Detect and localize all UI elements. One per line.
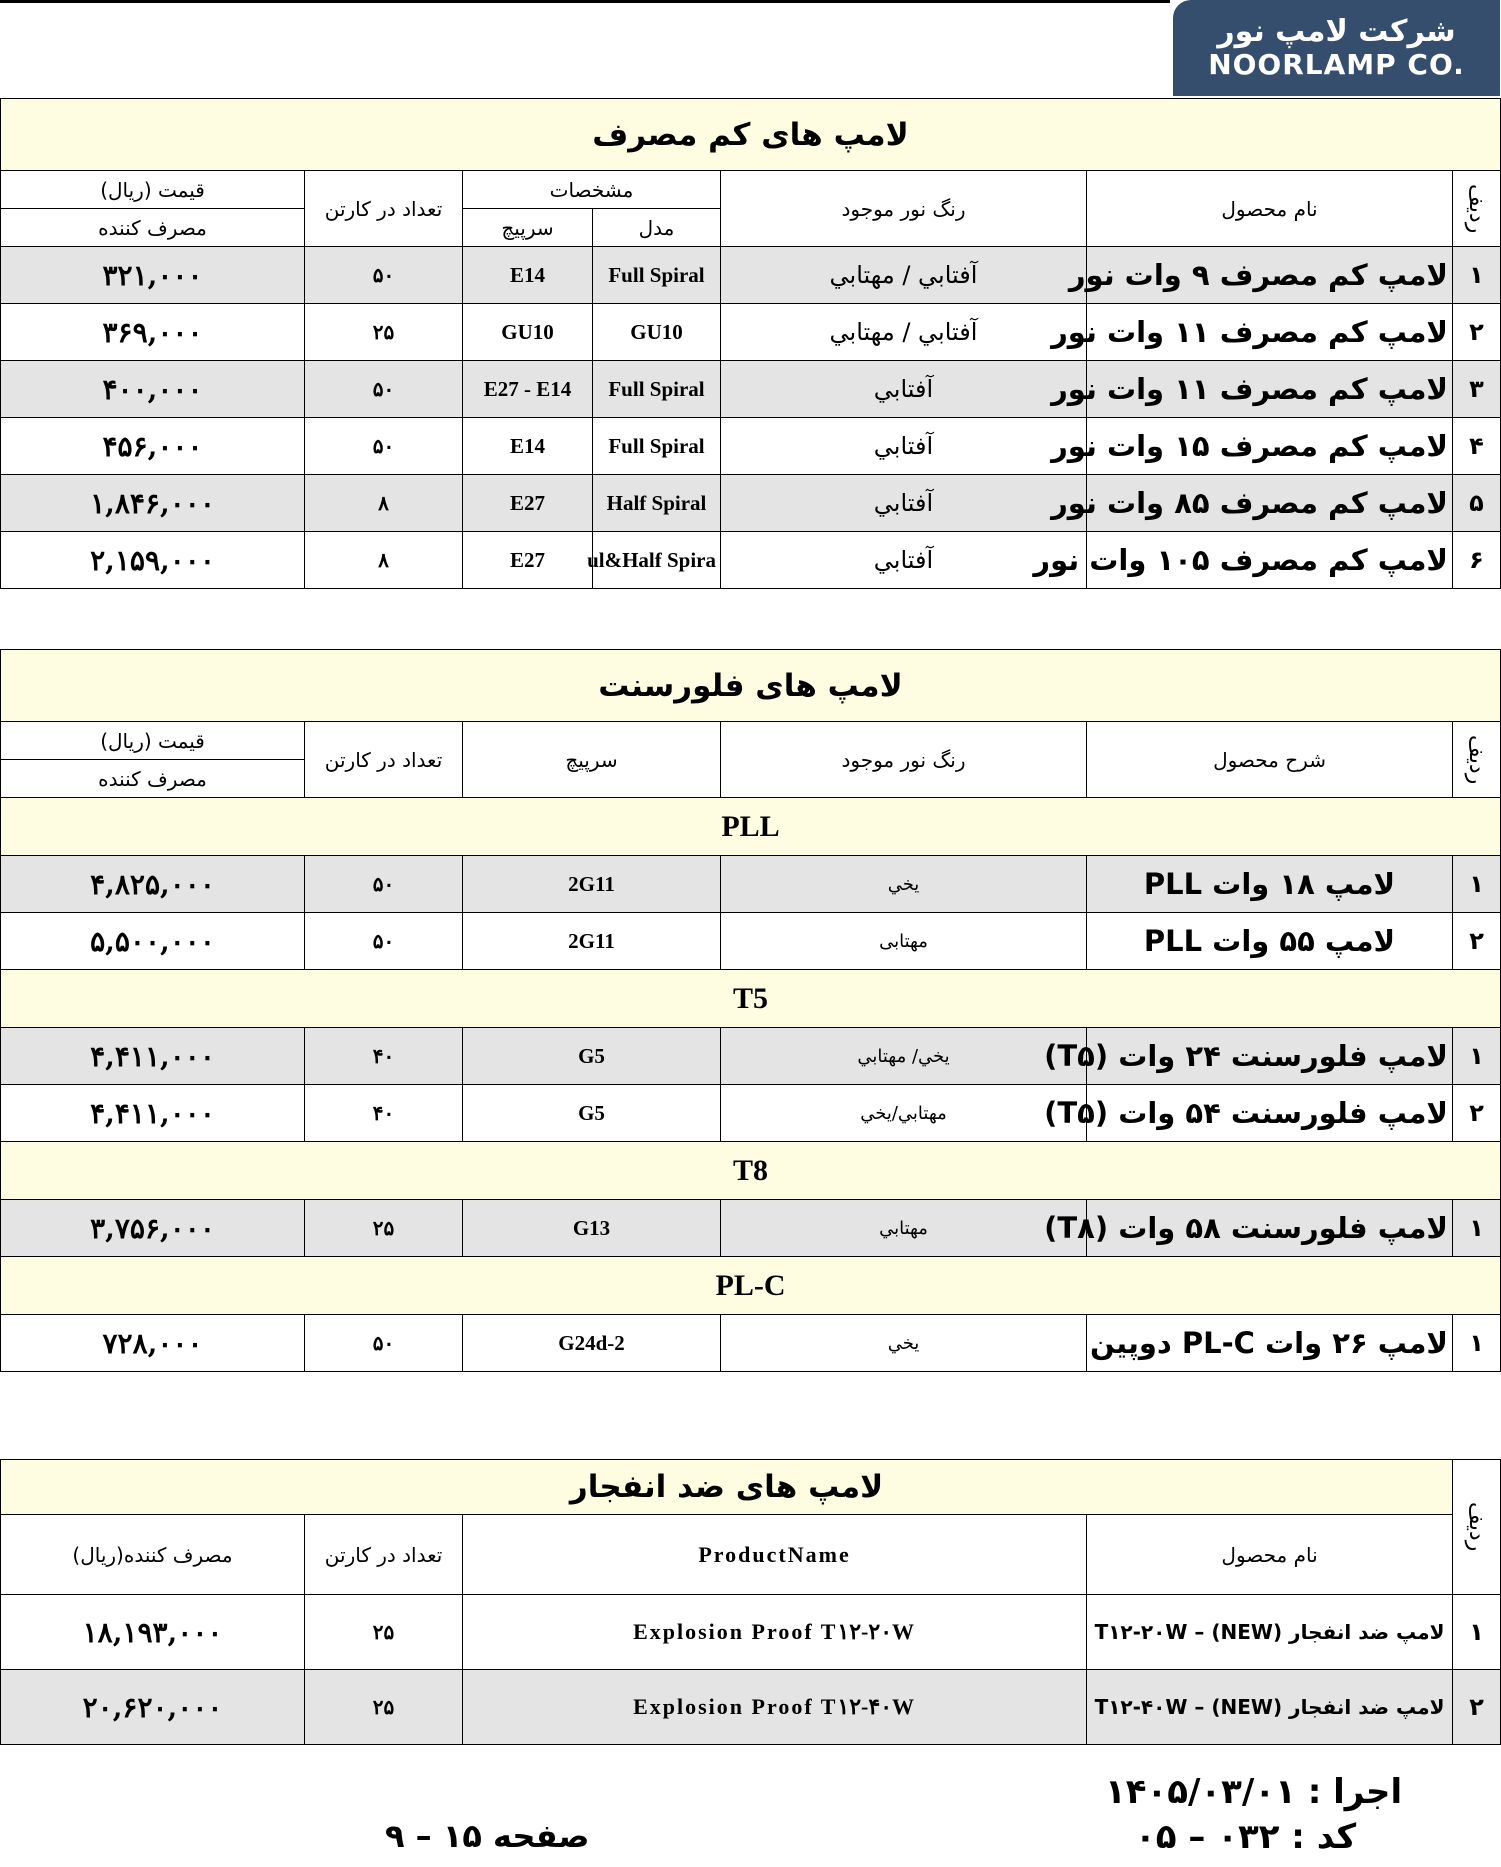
consumer-price: ۴,۸۲۵,۰۰۰: [1, 856, 305, 913]
col-base-header: سرپیچ: [463, 209, 593, 247]
product-name-latin: Explosion Proof T۱۲-۲۰W: [463, 1595, 1087, 1670]
product-name: لامپ کم مصرف ۱۱ وات نور: [1087, 361, 1453, 418]
carton-qty: ۲۵: [305, 304, 463, 361]
model: Full Spiral: [593, 361, 721, 418]
table-row: [1, 1028, 1501, 1085]
top-rule: [0, 0, 1170, 3]
consumer-price: ۳۶۹,۰۰۰: [1, 304, 305, 361]
col-spec-header: مشخصات: [463, 171, 721, 209]
row-number: ۲: [1453, 304, 1501, 361]
product-name: لامپ ضد انفجار (NEW) – T۱۲-۴۰W: [1087, 1670, 1453, 1745]
col-name-header: نام محصول: [1087, 1515, 1453, 1595]
carton-qty: ۵۰: [305, 418, 463, 475]
document-code: کد : ۰۳۲ – ۰۵: [1135, 1817, 1357, 1857]
row-number: ۶: [1453, 532, 1501, 589]
base: E14: [463, 418, 593, 475]
light-color: آفتابي: [721, 361, 1087, 418]
product-name: لامپ ۵۵ وات PLL: [1087, 913, 1453, 970]
base: E27: [463, 475, 593, 532]
carton-qty: ۴۰: [305, 1028, 463, 1085]
consumer-price: ۳۲۱,۰۰۰: [1, 247, 305, 304]
consumer-price: ۴,۴۱۱,۰۰۰: [1, 1028, 305, 1085]
table-row: [1, 1200, 1501, 1257]
col-color-header: رنگ نور موجود: [721, 722, 1087, 798]
carton-qty: ۸: [305, 532, 463, 589]
carton-qty: ۵۰: [305, 913, 463, 970]
table-row: [1, 304, 1501, 361]
col-price-header: قیمت (ریال): [1, 722, 305, 760]
base: G5: [463, 1028, 721, 1085]
col-base-header: سرپیچ: [463, 722, 721, 798]
carton-qty: ۲۵: [305, 1200, 463, 1257]
table-row: [1, 418, 1501, 475]
col-consumer-header: مصرف کننده: [1, 209, 305, 247]
col-desc-header: شرح محصول: [1087, 722, 1453, 798]
base: 2G11: [463, 913, 721, 970]
group-label-t8: T8: [1, 1142, 1501, 1200]
product-name: لامپ کم مصرف ۱۵ وات نور: [1087, 418, 1453, 475]
row-number: ۱: [1453, 856, 1501, 913]
col-qty-header: تعداد در کارتن: [305, 722, 463, 798]
col-consumer-header: مصرف کننده: [1, 760, 305, 798]
consumer-price: ۴۰۰,۰۰۰: [1, 361, 305, 418]
row-number: ۱: [1453, 1028, 1501, 1085]
cfl-table: [0, 98, 1501, 589]
table-row: [1, 1315, 1501, 1372]
product-name: لامپ کم مصرف ۹ وات نور: [1087, 247, 1453, 304]
col-row-header: ردیف: [1453, 1460, 1501, 1595]
col-row-header: ردیف: [1453, 722, 1501, 798]
table-row: [1, 1085, 1501, 1142]
carton-qty: ۲۵: [305, 1595, 463, 1670]
product-name: لامپ ۱۸ وات PLL: [1087, 856, 1453, 913]
model: Full Spiral: [593, 418, 721, 475]
product-name: لامپ کم مصرف ۱۰۵ وات نور: [1087, 532, 1453, 589]
consumer-price: ۳,۷۵۶,۰۰۰: [1, 1200, 305, 1257]
light-color: آفتابي / مهتابي: [721, 304, 1087, 361]
base: G24d-2: [463, 1315, 721, 1372]
col-name-header: نام محصول: [1087, 171, 1453, 247]
col-productname-header: ProductName: [463, 1515, 1087, 1595]
consumer-price: ۲,۱۵۹,۰۰۰: [1, 532, 305, 589]
consumer-price: ۲۰,۶۲۰,۰۰۰: [1, 1670, 305, 1745]
carton-qty: ۸: [305, 475, 463, 532]
consumer-price: ۱۸,۱۹۳,۰۰۰: [1, 1595, 305, 1670]
product-name: لامپ فلورسنت ۵۸ وات (T۸): [1087, 1200, 1453, 1257]
base: E27 - E14: [463, 361, 593, 418]
light-color: آفتابي: [721, 475, 1087, 532]
col-qty-header: تعداد در کارتن: [305, 1515, 463, 1595]
row-number: ۲: [1453, 1085, 1501, 1142]
explosion-proof-table: [0, 1459, 1501, 1745]
carton-qty: ۵۰: [305, 856, 463, 913]
group-label-t5: T5: [1, 970, 1501, 1028]
col-model-header: مدل: [593, 209, 721, 247]
carton-qty: ۴۰: [305, 1085, 463, 1142]
base: 2G11: [463, 856, 721, 913]
row-number: ۱: [1453, 1595, 1501, 1670]
product-name: لامپ کم مصرف ۱۱ وات نور: [1087, 304, 1453, 361]
table-row: [1, 532, 1501, 589]
company-logo: [1173, 0, 1500, 96]
group-label-plc: PL-C: [1, 1257, 1501, 1315]
carton-qty: ۲۵: [305, 1670, 463, 1745]
light-color: آفتابي / مهتابي: [721, 247, 1087, 304]
consumer-price: ۴,۴۱۱,۰۰۰: [1, 1085, 305, 1142]
table-row: [1, 475, 1501, 532]
row-number: ۲: [1453, 913, 1501, 970]
fluorescent-table: [0, 649, 1501, 1372]
table-row: [1, 247, 1501, 304]
light-color: آفتابي: [721, 418, 1087, 475]
consumer-price: ۱,۸۴۶,۰۰۰: [1, 475, 305, 532]
col-color-header: رنگ نور موجود: [721, 171, 1087, 247]
base: E14: [463, 247, 593, 304]
row-number: ۱: [1453, 1200, 1501, 1257]
table-row: [1, 361, 1501, 418]
explosion-title: لامپ های ضد انفجار: [1, 1460, 1453, 1515]
carton-qty: ۵۰: [305, 361, 463, 418]
model: GU10: [593, 304, 721, 361]
cfl-title: لامپ های کم مصرف: [1, 99, 1501, 171]
consumer-price: ۴۵۶,۰۰۰: [1, 418, 305, 475]
product-name: لامپ فلورسنت ۲۴ وات (T۵): [1087, 1028, 1453, 1085]
table-row: [1, 856, 1501, 913]
row-number: ۳: [1453, 361, 1501, 418]
light-color: آفتابي: [721, 532, 1087, 589]
product-name: لامپ فلورسنت ۵۴ وات (T۵): [1087, 1085, 1453, 1142]
logo-latin: NOORLAMP CO.: [1208, 48, 1465, 82]
consumer-price: ۵,۵۰۰,۰۰۰: [1, 913, 305, 970]
col-consumer-header: مصرف کننده(ریال): [1, 1515, 305, 1595]
logo-persian: شرکت لامپ نور: [1217, 13, 1456, 49]
row-number: ۱: [1453, 247, 1501, 304]
table-row: [1, 1595, 1501, 1670]
table-row: [1, 913, 1501, 970]
group-label-pll: PLL: [1, 798, 1501, 856]
base: G13: [463, 1200, 721, 1257]
fluorescent-title: لامپ های فلورسنت: [1, 650, 1501, 722]
table-row: [1, 1670, 1501, 1745]
base: E27: [463, 532, 593, 589]
light-color: يخي: [721, 856, 1087, 913]
col-price-header: قیمت (ریال): [1, 171, 305, 209]
model: ul&Half Spira: [593, 532, 721, 589]
light-color: يخي: [721, 1315, 1087, 1372]
carton-qty: ۵۰: [305, 1315, 463, 1372]
product-name-latin: Explosion Proof T۱۲-۴۰W: [463, 1670, 1087, 1745]
col-row-header: ردیف: [1453, 171, 1501, 247]
row-number: ۵: [1453, 475, 1501, 532]
light-color: مهتابي/يخي: [721, 1085, 1087, 1142]
product-name: لامپ کم مصرف ۸۵ وات نور: [1087, 475, 1453, 532]
product-name: لامپ ۲۶ وات PL-C دوپین: [1087, 1315, 1453, 1372]
col-qty-header: تعداد در کارتن: [305, 171, 463, 247]
row-number: ۲: [1453, 1670, 1501, 1745]
row-number: ۱: [1453, 1315, 1501, 1372]
carton-qty: ۵۰: [305, 247, 463, 304]
light-color: يخي/ مهتابي: [721, 1028, 1087, 1085]
model: Full Spiral: [593, 247, 721, 304]
row-number: ۴: [1453, 418, 1501, 475]
light-color: مهتابی: [721, 913, 1087, 970]
execution-date: اجرا : ۱۴۰۵/۰۳/۰۱: [1105, 1772, 1403, 1812]
light-color: مهتابي: [721, 1200, 1087, 1257]
consumer-price: ۷۲۸,۰۰۰: [1, 1315, 305, 1372]
page-number: صفحه ۱۵ – ۹: [385, 1817, 590, 1855]
product-name: لامپ ضد انفجار (NEW) – T۱۲-۲۰W: [1087, 1595, 1453, 1670]
base: G5: [463, 1085, 721, 1142]
model: Half Spiral: [593, 475, 721, 532]
base: GU10: [463, 304, 593, 361]
